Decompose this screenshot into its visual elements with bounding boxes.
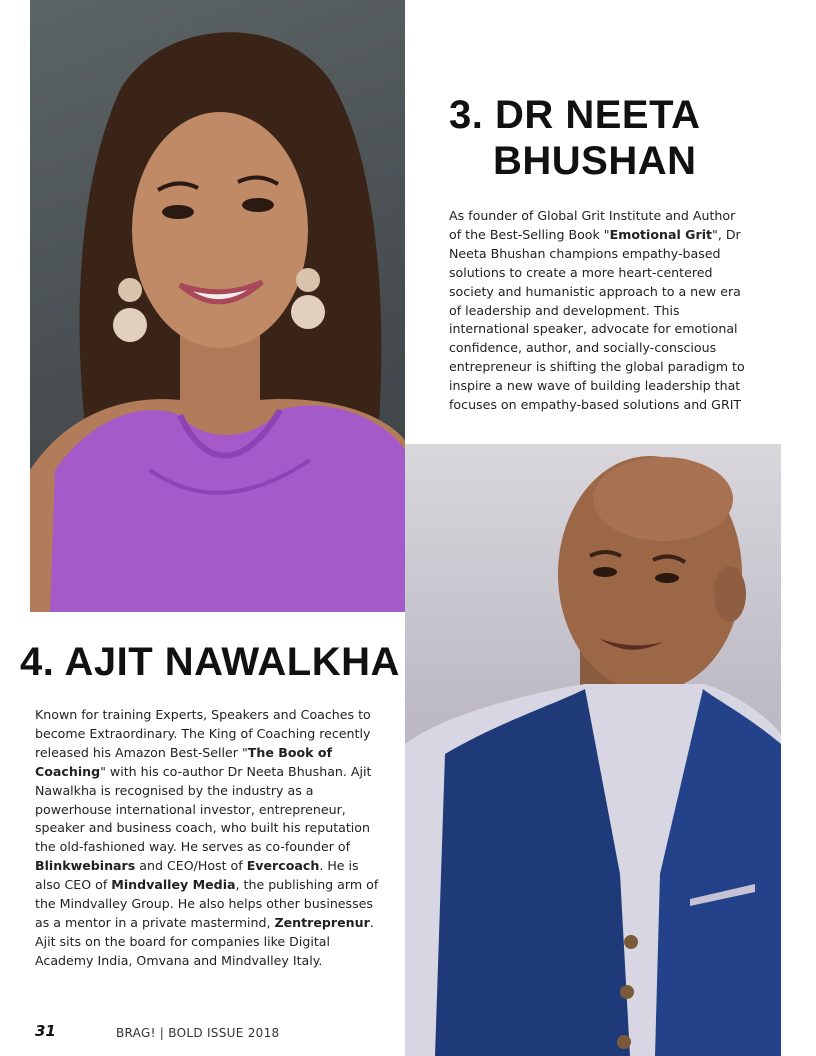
magazine-issue: BRAG! | BOLD ISSUE 2018 [116, 1026, 280, 1040]
bio-text: entrepreneur is shifting the global paradigm to [449, 359, 745, 375]
bio-line [449, 339, 779, 358]
bio-line [35, 706, 395, 725]
bio-line [35, 857, 395, 876]
bio-text: Neeta Bhushan champions empathy-based [449, 245, 721, 261]
bio-text: international speaker, advocate for emotional [449, 321, 738, 337]
bio-text: the Mindvalley Group. He also helps other businesses [35, 896, 373, 912]
bio-text: powerhouse international investor, entrepreneur, [35, 801, 346, 817]
bio-line [449, 283, 779, 302]
bio-text: solutions to create a more heart-centered [449, 264, 713, 280]
bio-text: As founder of Global Grit Institute and Author [449, 208, 736, 223]
neeta-bhushan-photo [30, 0, 405, 612]
bio-line [449, 207, 779, 226]
bio-text: inspire a new wave of building leadership that [449, 378, 741, 394]
bio-line [449, 226, 779, 245]
bio-text: and CEO/Host of [135, 858, 247, 874]
section4-bio [35, 706, 395, 971]
bio-line [35, 933, 395, 952]
bio-line [449, 320, 779, 339]
bio-text: Ajit sits on the board for companies like Digital [35, 933, 331, 949]
section4-heading: 4. AJIT NAWALKHA [20, 640, 400, 684]
bio-line [35, 914, 395, 933]
bio-emphasis: Coaching [35, 763, 101, 779]
bio-line [35, 838, 395, 857]
bio-text: the old-fashioned way. He serves as co-founder of [35, 839, 351, 855]
bio-text: ", Dr [712, 226, 741, 242]
bio-text: become Extraordinary. The King of Coaching recently [35, 725, 371, 741]
section3-heading-line1: 3. DR NEETA [449, 93, 701, 137]
bio-emphasis: Mindvalley Media [111, 877, 236, 893]
bio-emphasis: Zentreprenur [274, 914, 370, 930]
bio-text: , the publishing arm of [235, 877, 379, 893]
bio-text: speaker and business coach, who built his reputation [35, 820, 370, 836]
bio-text: focuses on empathy-based solutions and GRIT [449, 397, 742, 413]
bio-emphasis: Emotional Grit [609, 226, 713, 242]
bio-line [449, 377, 779, 396]
bio-emphasis: Evercoach [246, 858, 320, 874]
bio-line [35, 895, 395, 914]
bio-text: Nawalkha is recognised by the industry as a [35, 782, 314, 798]
bio-line [449, 358, 779, 377]
ajit-nawalkha-photo [405, 444, 781, 1056]
bio-text: as a mentor in a private mastermind, [35, 914, 275, 930]
bio-line [449, 302, 779, 321]
bio-emphasis: Blinkwebinars [35, 858, 136, 874]
page-number: 31 [35, 1022, 56, 1040]
bio-line [449, 264, 779, 283]
bio-text: of leadership and development. This [449, 302, 680, 318]
bio-text: " with his co-author Dr Neeta Bhushan. Ajit [100, 763, 372, 779]
bio-line [35, 952, 395, 971]
bio-line [449, 245, 779, 264]
section3-heading-line2: BHUSHAN [493, 139, 697, 183]
bio-line [35, 782, 395, 801]
bio-line [35, 801, 395, 820]
bio-text: also CEO of [35, 877, 112, 893]
bio-text: confidence, author, and socially-conscious [449, 340, 717, 356]
bio-line [35, 819, 395, 838]
bio-text: of the Best-Selling Book " [449, 226, 610, 242]
bio-text: . [369, 914, 374, 930]
bio-text: society and humanistic approach to a new era [449, 283, 741, 299]
section3-bio [449, 207, 779, 415]
bio-text: released his Amazon Best-Seller " [35, 744, 248, 760]
bio-emphasis: The Book of [247, 744, 333, 760]
bio-line [35, 725, 395, 744]
bio-text: Known for training Experts, Speakers and Coaches to [35, 707, 371, 722]
bio-line [35, 744, 395, 763]
bio-line [449, 396, 779, 415]
bio-line [35, 763, 395, 782]
bio-line [35, 876, 395, 895]
bio-text: . He is [319, 858, 359, 874]
bio-text: Academy India, Omvana and Mindvalley Italy. [35, 952, 323, 968]
